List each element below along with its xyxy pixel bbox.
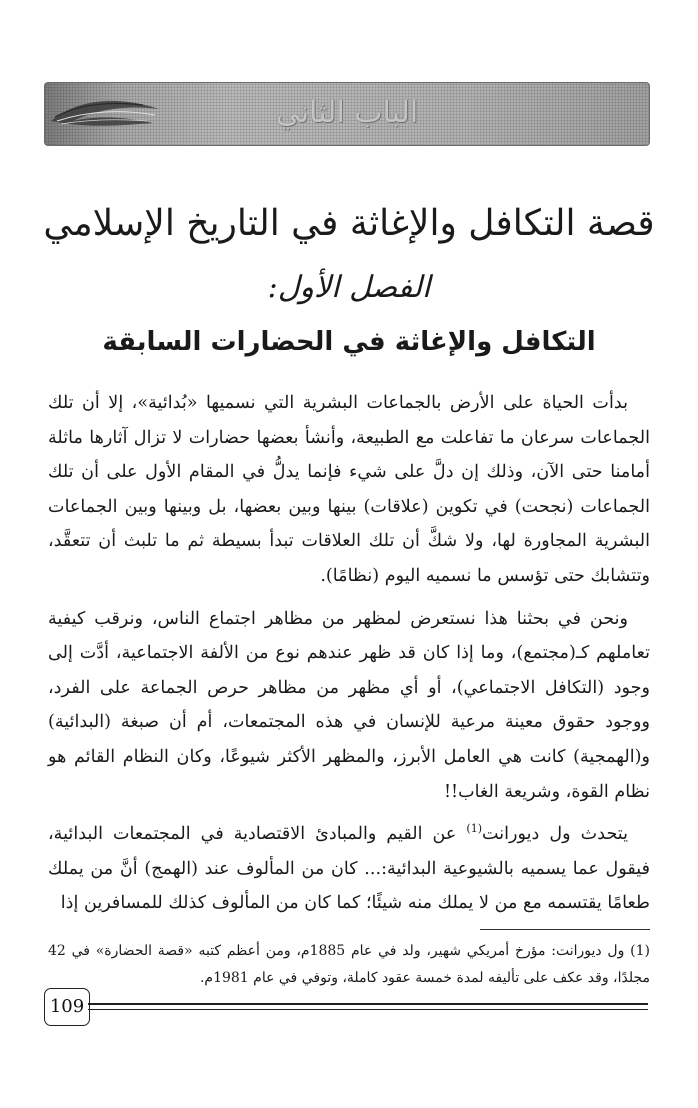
chapter-label: الباب الثاني bbox=[275, 95, 419, 130]
section-title: التكافل والإغاثة في الحضارات السابقة bbox=[102, 327, 596, 357]
paragraph: ونحن في بحثنا هذا نستعرض لمظهر من مظاهر اجتماع الناس، ونرقب كيفية تعاملهم كـ(مجتمع)، وما إذا كان قد ظهر عندهم نوع من الألفة الاجتماعية، أدَّت إلى وجود (التكافل الاجتماعي)، أو أي مظهر من مظاهر حرص الجماعة على الفرد، ووجود حقوق معينة مرعية للإنسان في هذه المجتمعات، أم أن صبغة (البدائية) و(الهمجية) كانت هي العامل الأبرز، والمظهر الأكثر شيوعًا، وكان النظام القائم هو نظام القوة، وشريعة الغاب!! bbox=[48, 608, 650, 802]
section-label: الفصل الأول: bbox=[267, 270, 431, 305]
chapter-banner bbox=[44, 82, 650, 146]
chapter-title: قصة التكافل والإغاثة في التاريخ الإسلامي bbox=[43, 203, 655, 244]
paragraph-text: يتحدث ول ديورانت bbox=[482, 824, 629, 845]
paragraph bbox=[48, 817, 650, 921]
footer-rule bbox=[88, 1009, 648, 1010]
footnote: (1) ول ديورانت: مؤرخ أمريكي شهير، ولد في عام 1885م، ومن أعظم كتبه «قصة الحضارة» في 42 مجلدًا، وقد عكف على تأليفه لمدة خمسة عقود كاملة، وتوفي في عام 1981م. bbox=[48, 943, 650, 986]
body-text bbox=[48, 386, 650, 929]
footnote-reference: (1) bbox=[466, 822, 482, 836]
paragraph-text: عن القيم والمبادئ الاقتصادية في المجتمعات البدائية، فيقول عما يسميه بالشيوعية البدائية:... كان من المألوف عند (الهمج) أنَّ من يملك طعامًا يقتسمه مع من لا يملك منه شيئًا؛ كما كان من المألوف كذلك للمسافرين إذا bbox=[48, 824, 650, 914]
footnote-separator bbox=[480, 929, 650, 930]
footer-rule bbox=[88, 1003, 648, 1005]
paragraph: بدأت الحياة على الأرض بالجماعات البشرية التي نسميها «بُدائية»، إلا أن تلك الجماعات سرعان ما تفاعلت مع الطبيعة، وأنشأ بعضها حضارات لا تزال آثارها ماثلة أمامنا حتى الآن، وذلك إن دلَّ على شيء فإنما يدلُّ في المقام الأول على أن تلك الجماعات (نجحت) في تكوين (علاقات) بينها وبين بعضها، بل وبينها وبين الجماعات البشرية المجاورة لها، ولا شكَّ أن تلك العلاقات تبدأ بسيطة ثم ما تلبث أن تتعقَّد، وتتشابك حتى تؤسس ما نسميه اليوم (نظامًا). bbox=[48, 393, 650, 586]
page-number: 109 bbox=[44, 988, 90, 1026]
